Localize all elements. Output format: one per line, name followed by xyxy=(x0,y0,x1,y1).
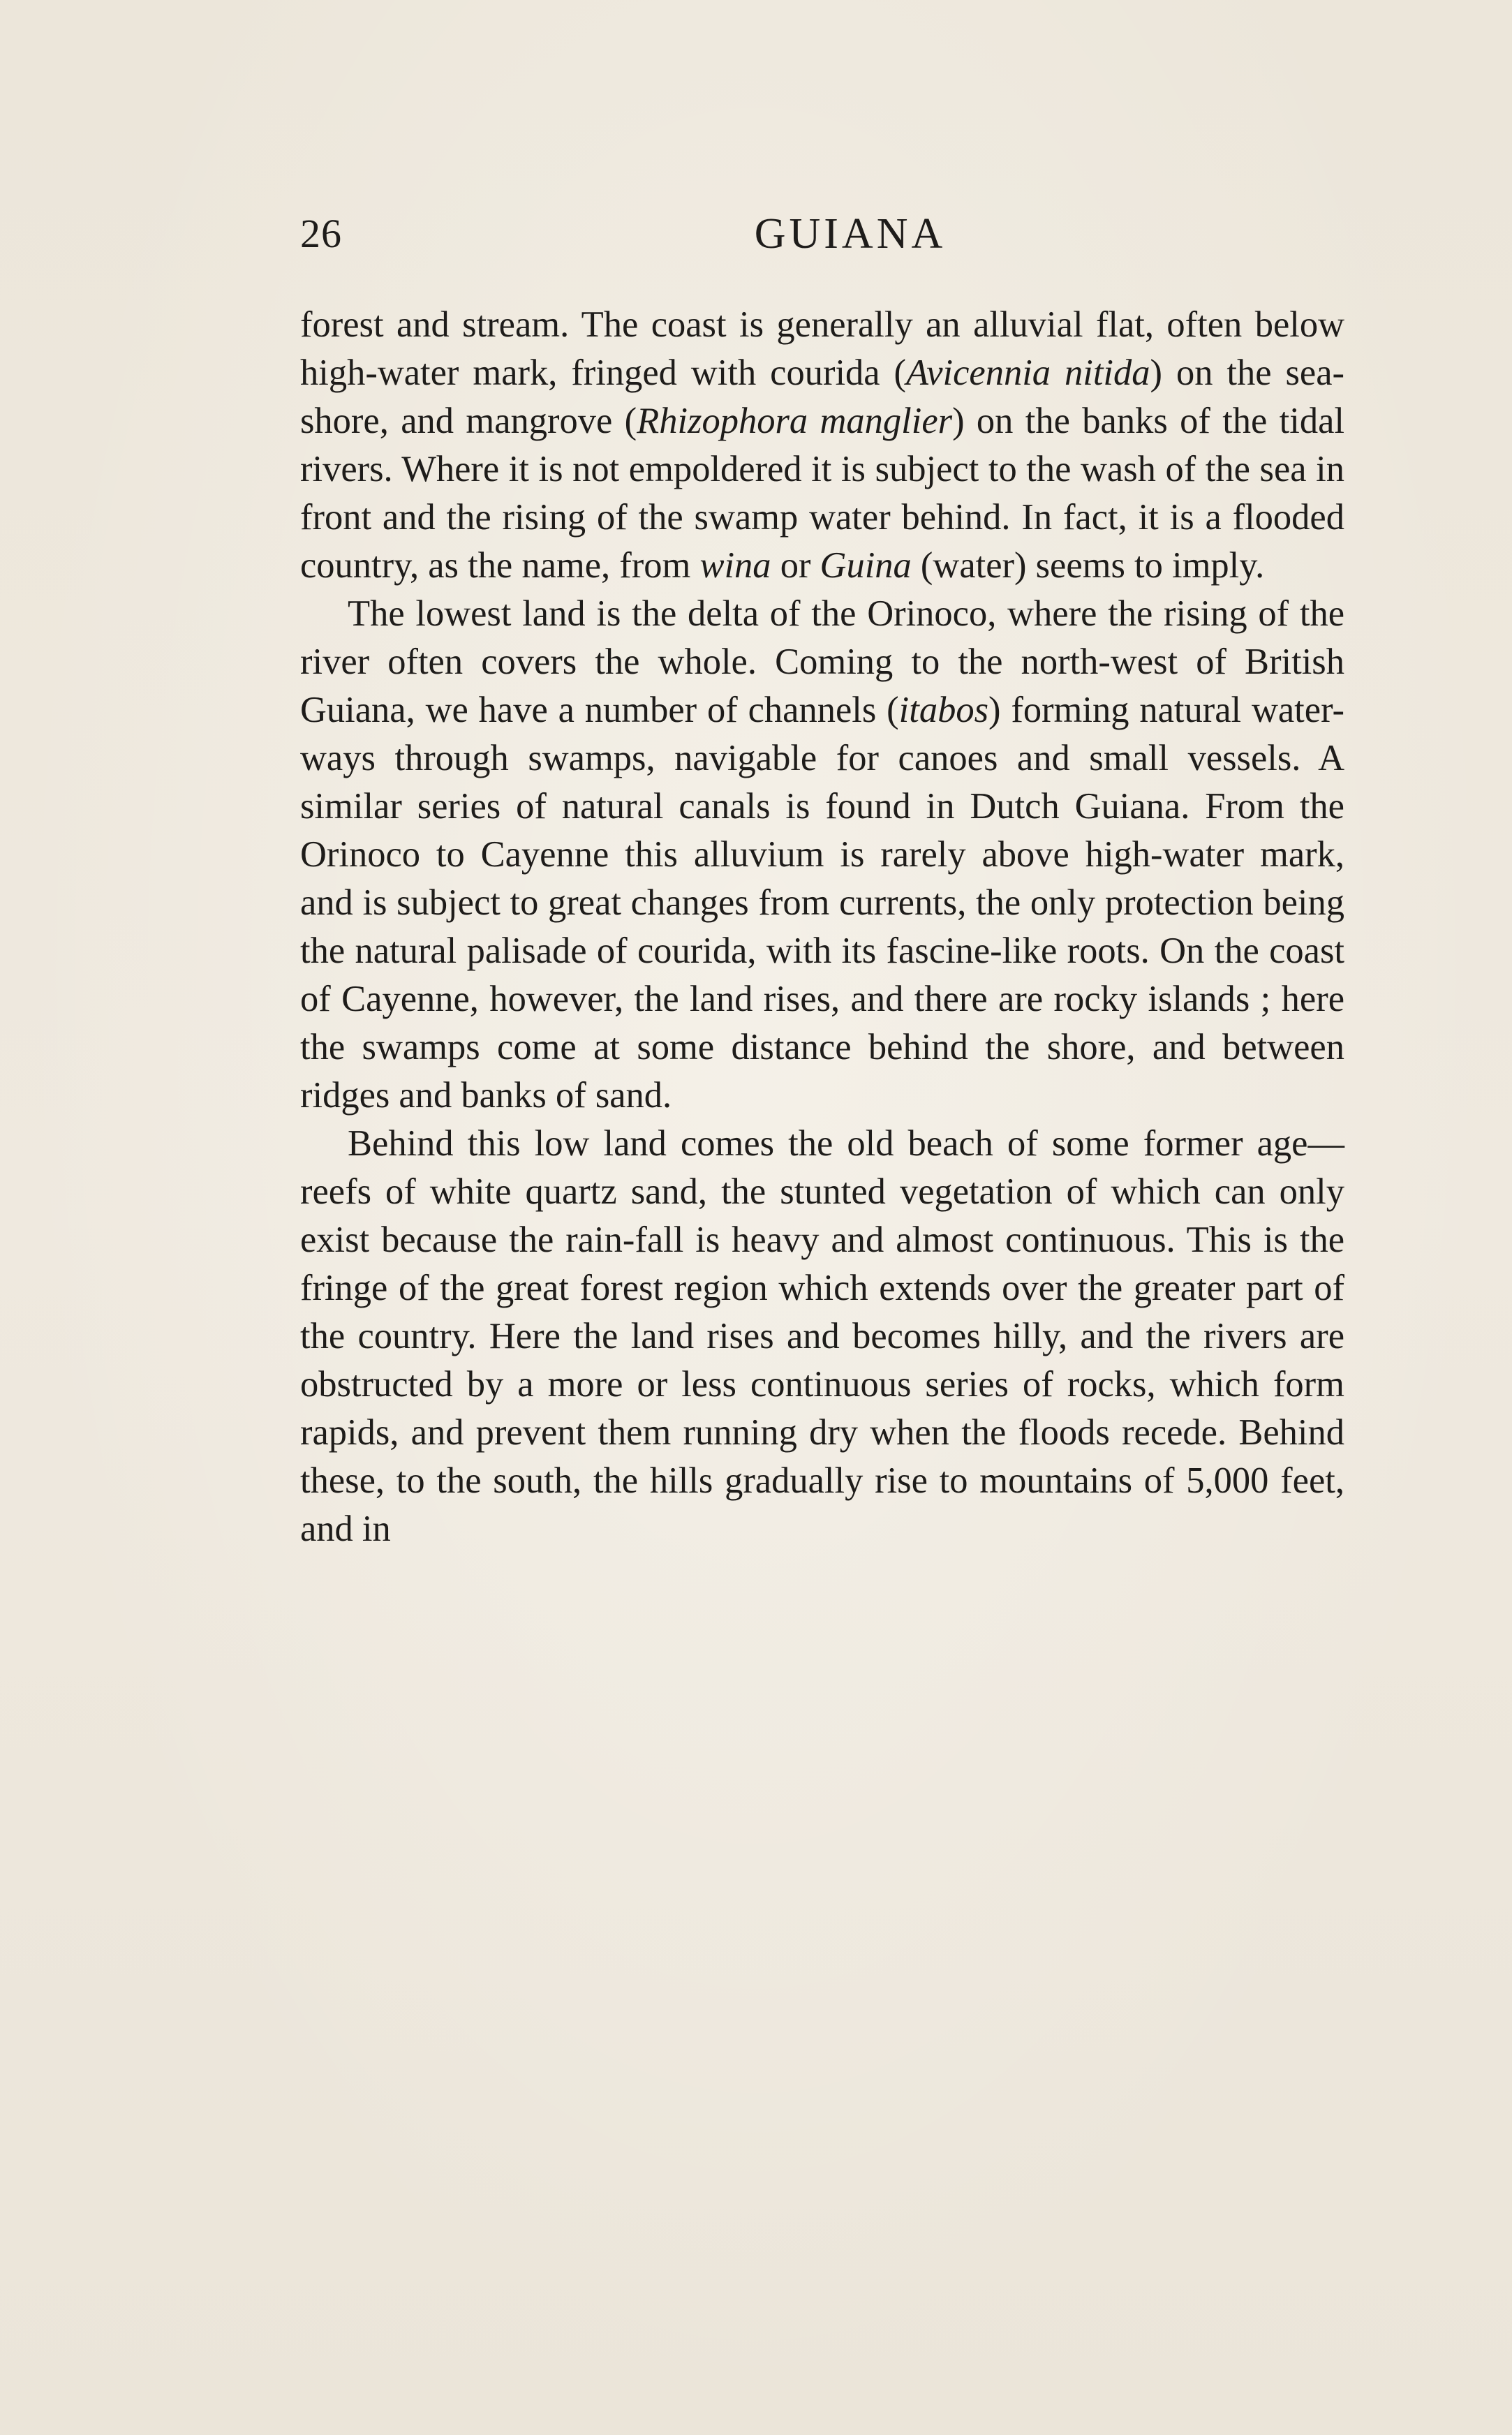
text-run: ) forming natural water-ways through swamps, navigable for canoes and small vessels. A similar series of natural canals is found in Dutch Guiana. From the Orinoco to Cayenne this alluvium is rarely above high-water mark, and is subject to great changes from currents, the only protection being the natural palisade of courida, with its fascine-like roots. On the coast of Cayenne, however, the land rises, and there are rocky islands ; here the swamps come at some distance behind the shore, and between ridges and banks of sand. xyxy=(300,690,1344,1116)
italic-term: itabos xyxy=(898,690,988,730)
paragraph-1 xyxy=(300,301,1344,590)
text-run: Behind this low land comes the old beach of some former age—reefs of white quartz sand, the stunted vegetation of which can only exist because the rain-fall is heavy and almost continuous. This is the fringe of the great forest region which extends over the greater part of the country. Here the land rises and becomes hilly, and the rivers are obstructed by a more or less continuous series of rocks, which form rapids, and prevent them running dry when the floods recede. Behind these, to the south, the hills gradually rise to mountains of 5,000 feet, and in xyxy=(300,1123,1344,1549)
text-run: ) on the sea-shore, and mangrove ( xyxy=(300,353,1345,441)
text-run: or xyxy=(771,545,820,586)
italic-term: Guina xyxy=(820,545,912,586)
text-run: (water) seems to imply. xyxy=(911,545,1265,586)
text-run: forest and stream. The coast is generally an alluvial flat, often below high-water mark, fringed with courida ( xyxy=(300,304,1344,393)
italic-term: wina xyxy=(699,545,771,586)
paragraph-3 xyxy=(300,1120,1344,1553)
italic-term: Rhizophora manglier xyxy=(637,401,953,441)
italic-term: Avicennia nitida xyxy=(906,353,1150,393)
paragraph-2 xyxy=(300,590,1344,1120)
text-run: ) on the banks of the tidal rivers. Where it is not empoldered it is subject to the wash of the sea in front and the rising of the swamp water behind. In fact, it is a flooded country, as the name, from xyxy=(300,401,1344,586)
page-number: 26 xyxy=(300,211,342,256)
text-run: The lowest land is the delta of the Orinoco, where the rising of the river often covers the whole. Coming to the north-west of British Guiana, we have a number of channels ( xyxy=(300,593,1344,730)
running-title: GUIANA xyxy=(754,210,947,258)
body-text xyxy=(300,301,1344,1553)
page-header xyxy=(300,202,1344,265)
